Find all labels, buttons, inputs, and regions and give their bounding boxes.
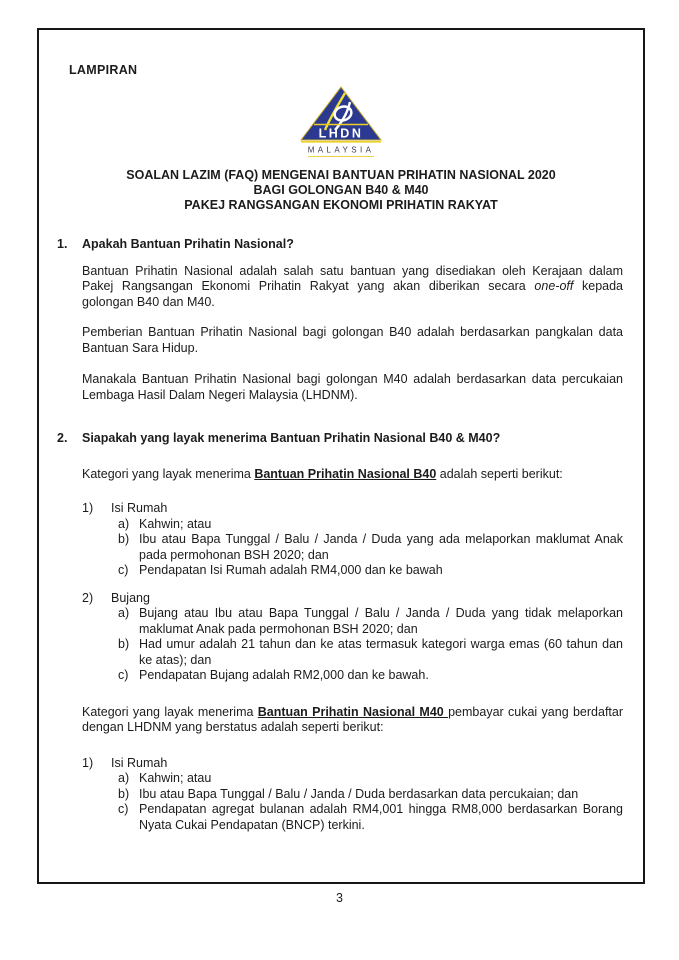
faq-1-paragraph-1-text: Bantuan Prihatin Nasional adalah salah satu bantuan yang disediakan oleh Kerajaan dalam Pakej Rangsangan Ekonomi Prihatin Rakyat yang akan diberikan secara — [82, 263, 623, 293]
list-item — [118, 517, 623, 533]
faq-1-paragraph-1-italic: one-off — [534, 279, 574, 293]
list-item-text: Pendapatan Isi Rumah adalah RM4,000 dan ke bawah — [139, 563, 443, 577]
page-number: 3 — [336, 891, 343, 905]
document-title-line2: BAGI GOLONGAN B40 & M40 — [253, 182, 429, 197]
document-body — [57, 237, 623, 833]
document-title-line1: SOALAN LAZIM (FAQ) MENGENAI BANTUAN PRIHATIN NASIONAL 2020 — [126, 168, 556, 182]
lhdn-logo-graphic — [299, 86, 383, 159]
faq-2-b40-intro-bold: Bantuan Prihatin Nasional B40 — [254, 466, 437, 481]
list-item-text: Kahwin; atau — [139, 771, 212, 785]
list-item-text: Ibu atau Bapa Tunggal / Balu / Janda / Duda yang ada melaporkan maklumat Anak pada permohonan BSH 2020; dan — [139, 532, 623, 562]
faq-section-2 — [57, 431, 623, 833]
faq-1-paragraph-1 — [82, 264, 623, 311]
list-marker: b) — [118, 532, 130, 546]
b40-group-isi-rumah — [82, 501, 623, 579]
m40-group-isi-rumah — [82, 756, 623, 834]
faq-2-b40-intro-tail: adalah seperti berikut: — [436, 466, 563, 481]
list-marker: 2) — [82, 590, 94, 605]
b40-group-bujang — [82, 591, 623, 684]
list-marker: a) — [118, 516, 130, 531]
list-item — [118, 787, 623, 803]
list-group-title: Isi Rumah — [111, 501, 168, 515]
faq-2-number: 2. — [57, 431, 68, 445]
list-item — [82, 591, 623, 607]
document-title — [39, 168, 643, 212]
document-border-frame — [37, 28, 645, 884]
list-item — [118, 637, 623, 668]
list-item — [118, 802, 623, 833]
list-item — [118, 771, 623, 787]
faq-2-m40-intro-tail: pembayar cukai yang berdaftar dengan LHDNM yang berstatus adalah seperti berikut: — [82, 704, 624, 734]
faq-1-heading: Apakah Bantuan Prihatin Nasional? — [82, 237, 294, 251]
list-item-text: Bujang atau Ibu atau Bapa Tunggal / Balu / Janda / Duda yang tidak melaporkan maklumat Anak pada permohonan BSH 2020; dan — [139, 606, 623, 636]
list-marker: c) — [118, 563, 129, 577]
lhdn-acronym-text: LHDN — [318, 126, 364, 141]
list-item-text: Ibu atau Bapa Tunggal / Balu / Janda / Duda berdasarkan data percukaian; dan — [139, 786, 579, 801]
list-marker: a) — [118, 606, 130, 620]
list-item — [118, 668, 623, 684]
faq-2-b40-intro-text: Kategori yang layak menerima — [82, 466, 255, 481]
faq-2-m40-intro-bold: Bantuan Prihatin Nasional M40 — [257, 704, 449, 719]
document-title-line3: PAKEJ RANGSANGAN EKONOMI PRIHATIN RAKYAT — [184, 197, 498, 212]
faq-2-heading: Siapakah yang layak menerima Bantuan Prihatin Nasional B40 & M40? — [82, 431, 501, 445]
list-item-text: Pendapatan Bujang adalah RM2,000 dan ke bawah. — [139, 668, 429, 682]
list-item-text: Had umur adalah 21 tahun dan ke atas termasuk kategori warga emas (60 tahun dan ke atas); dan — [139, 637, 623, 667]
lhdn-logo — [39, 86, 643, 159]
faq-2-m40-intro-text: Kategori yang layak menerima — [82, 704, 258, 719]
list-marker: a) — [118, 771, 130, 785]
list-item — [118, 532, 623, 563]
faq-2-m40-intro — [82, 705, 623, 736]
faq-section-1 — [57, 237, 623, 403]
list-item-text: Kahwin; atau — [139, 516, 212, 531]
list-marker: c) — [118, 802, 129, 816]
lhdn-malaysia-text: MALAYSIA — [307, 145, 375, 155]
list-item — [82, 756, 623, 772]
list-item — [82, 501, 623, 517]
list-marker: c) — [118, 668, 129, 682]
faq-2-b40-intro — [82, 467, 623, 483]
faq-1-paragraph-2: Pemberian Bantuan Prihatin Nasional bagi golongan B40 adalah berdasarkan pangkalan data Bantuan Sara Hidup. — [82, 325, 623, 355]
faq-1-paragraph-3: Manakala Bantuan Prihatin Nasional bagi golongan M40 adalah berdasarkan data percukaian Lembaga Hasil Dalam Negeri Malaysia (LHDNM). — [82, 372, 623, 402]
list-group-title: Bujang — [111, 590, 150, 605]
faq-1-number: 1. — [57, 237, 68, 251]
list-item-text: Pendapatan agregat bulanan adalah RM4,001 hingga RM8,000 berdasarkan Borang Nyata Cukai Pendapatan (BNCP) terkini. — [139, 802, 623, 832]
list-item — [118, 563, 623, 579]
list-marker: 1) — [82, 755, 94, 770]
faq-1-paragraph-1-tail: kepada golongan B40 dan M40. — [82, 279, 624, 309]
list-group-title: Isi Rumah — [111, 755, 168, 770]
list-marker: b) — [118, 786, 130, 801]
list-marker: b) — [118, 637, 130, 651]
lampiran-label: LAMPIRAN — [69, 63, 138, 77]
list-marker: 1) — [82, 501, 94, 515]
list-item — [118, 606, 623, 637]
